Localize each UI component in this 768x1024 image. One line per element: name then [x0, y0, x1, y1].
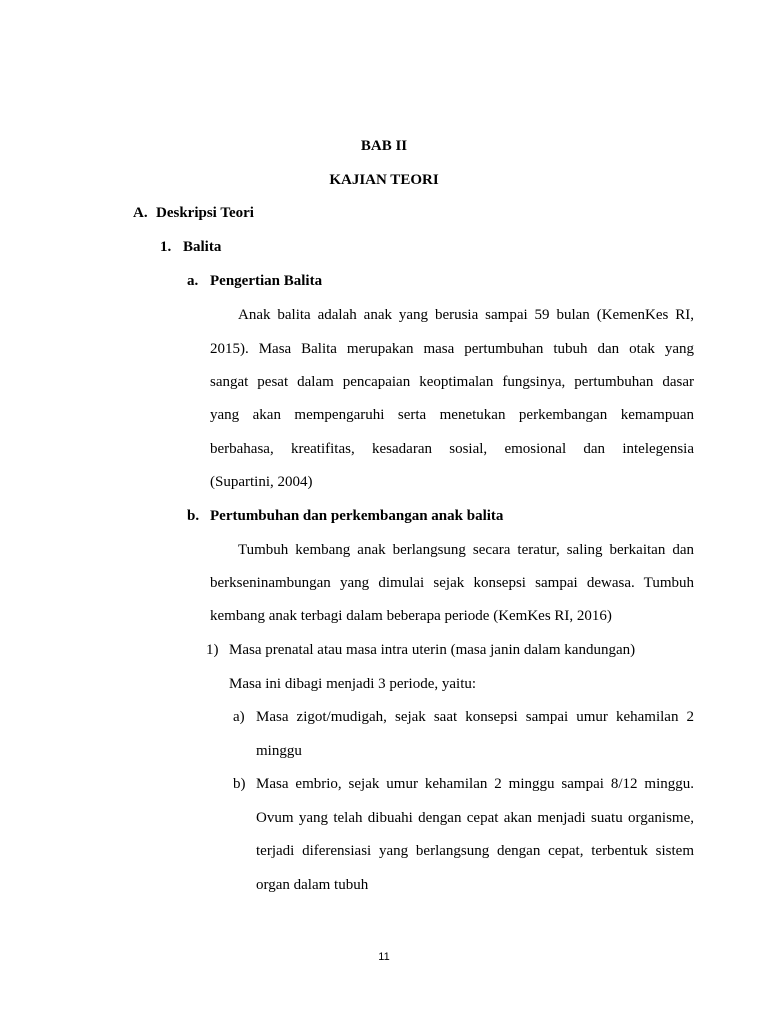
- item-a-line-3: sangat pesat dalam pencapaian keoptimalan fungsinya, pertumbuhan dasar: [210, 374, 694, 390]
- item-b-line-3: kembang anak terbagi dalam beberapa periode (KemKes RI, 2016): [210, 608, 612, 624]
- item-b-line-1: Tumbuh kembang anak berlangsung secara teratur, saling berkaitan dan: [238, 542, 694, 558]
- list-1a-marker: a): [233, 709, 245, 725]
- list-1b-line-4: organ dalam tubuh: [256, 877, 369, 893]
- item-b-title: Pertumbuhan dan perkembangan anak balita: [210, 508, 504, 524]
- list-1-intro: Masa ini dibagi menjadi 3 periode, yaitu:: [229, 676, 477, 692]
- list-1b-line-1: Masa embrio, sejak umur kehamilan 2 minggu sampai 8/12 minggu.: [256, 776, 694, 792]
- chapter-title: KAJIAN TEORI: [329, 172, 439, 188]
- subsection-1-marker: 1.: [160, 239, 172, 255]
- item-a-line-5: berbahasa, kreatifitas, kesadaran sosial, emosional dan intelegensia: [210, 441, 694, 457]
- list-1-text: Masa prenatal atau masa intra uterin (masa janin dalam kandungan): [229, 642, 636, 658]
- list-1-marker: 1): [206, 642, 219, 658]
- chapter-number: BAB II: [360, 138, 408, 154]
- item-a-line-1: Anak balita adalah anak yang berusia sampai 59 bulan (KemenKes RI,: [238, 307, 694, 323]
- item-a-line-2: 2015). Masa Balita merupakan masa pertumbuhan tubuh dan otak yang: [210, 341, 694, 357]
- item-a-title: Pengertian Balita: [210, 273, 323, 289]
- list-1b-marker: b): [233, 776, 246, 792]
- section-a-title: Deskripsi Teori: [156, 205, 254, 221]
- item-a-line-6: (Supartini, 2004): [210, 474, 313, 490]
- item-a-marker: a.: [187, 273, 199, 289]
- subsection-1-title: Balita: [183, 239, 222, 255]
- item-b-line-2: berkseninambungan yang dimulai sejak konsepsi sampai dewasa. Tumbuh: [210, 575, 694, 591]
- item-b-marker: b.: [187, 508, 200, 524]
- list-1b-line-2: Ovum yang telah dibuahi dengan cepat akan menjadi suatu organisme,: [256, 810, 694, 826]
- section-a-marker: A.: [133, 205, 148, 221]
- list-1a-line-1: Masa zigot/mudigah, sejak saat konsepsi sampai umur kehamilan 2: [256, 709, 694, 725]
- page-number: 11: [378, 951, 390, 963]
- list-1a-line-2: minggu: [256, 743, 302, 759]
- item-a-line-4: yang akan mempengaruhi serta menetukan perkembangan kemampuan: [210, 407, 694, 423]
- list-1b-line-3: terjadi diferensiasi yang berlangsung dengan cepat, terbentuk sistem: [256, 843, 694, 859]
